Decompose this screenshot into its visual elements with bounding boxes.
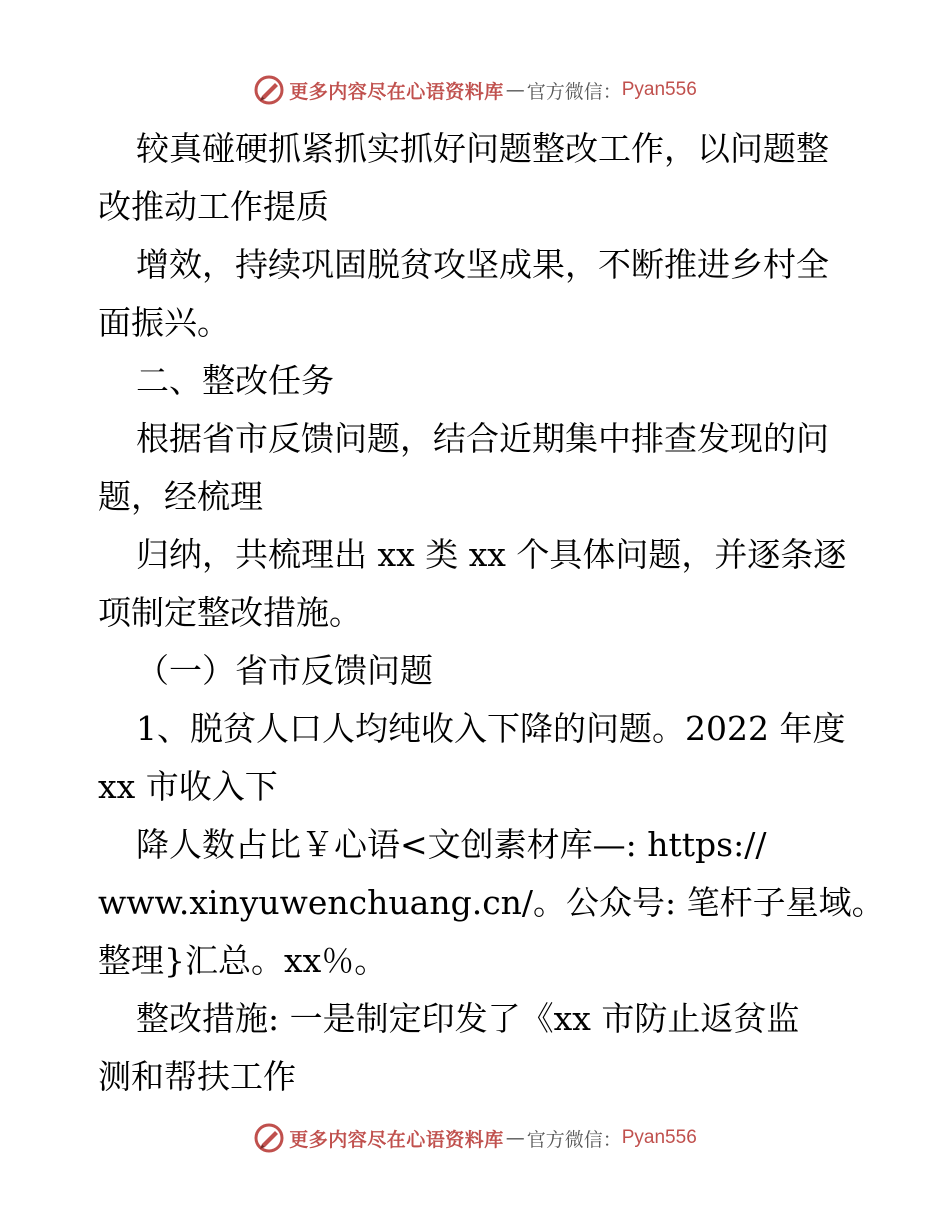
subsection-heading: （一）省市反馈问题: [136, 651, 433, 690]
text-line: 根据省市反馈问题，结合近期集中排查发现的问: [136, 419, 829, 458]
text-line: 1、脱贫人口人均纯收入下降的问题。2022 年度: [136, 709, 846, 748]
banner-title: 更多内容尽在心语资料库: [289, 80, 504, 103]
text-line: 归纳，共梳理出 xx 类 xx 个具体问题，并逐条逐: [136, 535, 847, 574]
text-line: 整改措施: 一是制定印发了《xx 市防止返贫监: [136, 999, 800, 1038]
text-line: 面振兴。: [98, 303, 230, 342]
text-line: 整理}汇总。xx％。: [98, 941, 388, 980]
banner-title: 更多内容尽在心语资料库: [289, 1128, 504, 1151]
document-body: [98, 120, 885, 1106]
footer-banner: [0, 1118, 950, 1158]
text-line: 题，经梳理: [98, 477, 263, 516]
banner-wechat-label: 官方微信：: [526, 80, 622, 103]
banner-wechat-label: 官方微信：: [526, 1128, 622, 1151]
text-line: www.xinyuwenchuang.cn/。公众号: 笔杆子星域。: [98, 883, 885, 922]
header-banner: [0, 70, 950, 110]
section-heading: 二、整改任务: [136, 361, 334, 400]
pen-logo-icon: [253, 1122, 285, 1154]
text-line: 测和帮扶工作: [98, 1057, 296, 1096]
banner-wechat-id: Pyan556: [621, 1127, 697, 1148]
banner-dash: —: [505, 79, 525, 101]
banner-wechat-id: Pyan556: [621, 79, 697, 100]
text-line: 改推动工作提质: [98, 187, 329, 226]
banner-dash: —: [505, 1127, 525, 1149]
text-line: 较真碰硬抓紧抓实抓好问题整改工作，以问题整: [136, 129, 829, 168]
text-line: 项制定整改措施。: [98, 593, 362, 632]
text-line: 降人数占比￥心语<文创素材库—: https://: [136, 825, 767, 864]
text-line: 增效，持续巩固脱贫攻坚成果，不断推进乡村全: [136, 245, 829, 284]
pen-logo-icon: [253, 74, 285, 106]
text-line: xx 市收入下: [98, 767, 278, 806]
